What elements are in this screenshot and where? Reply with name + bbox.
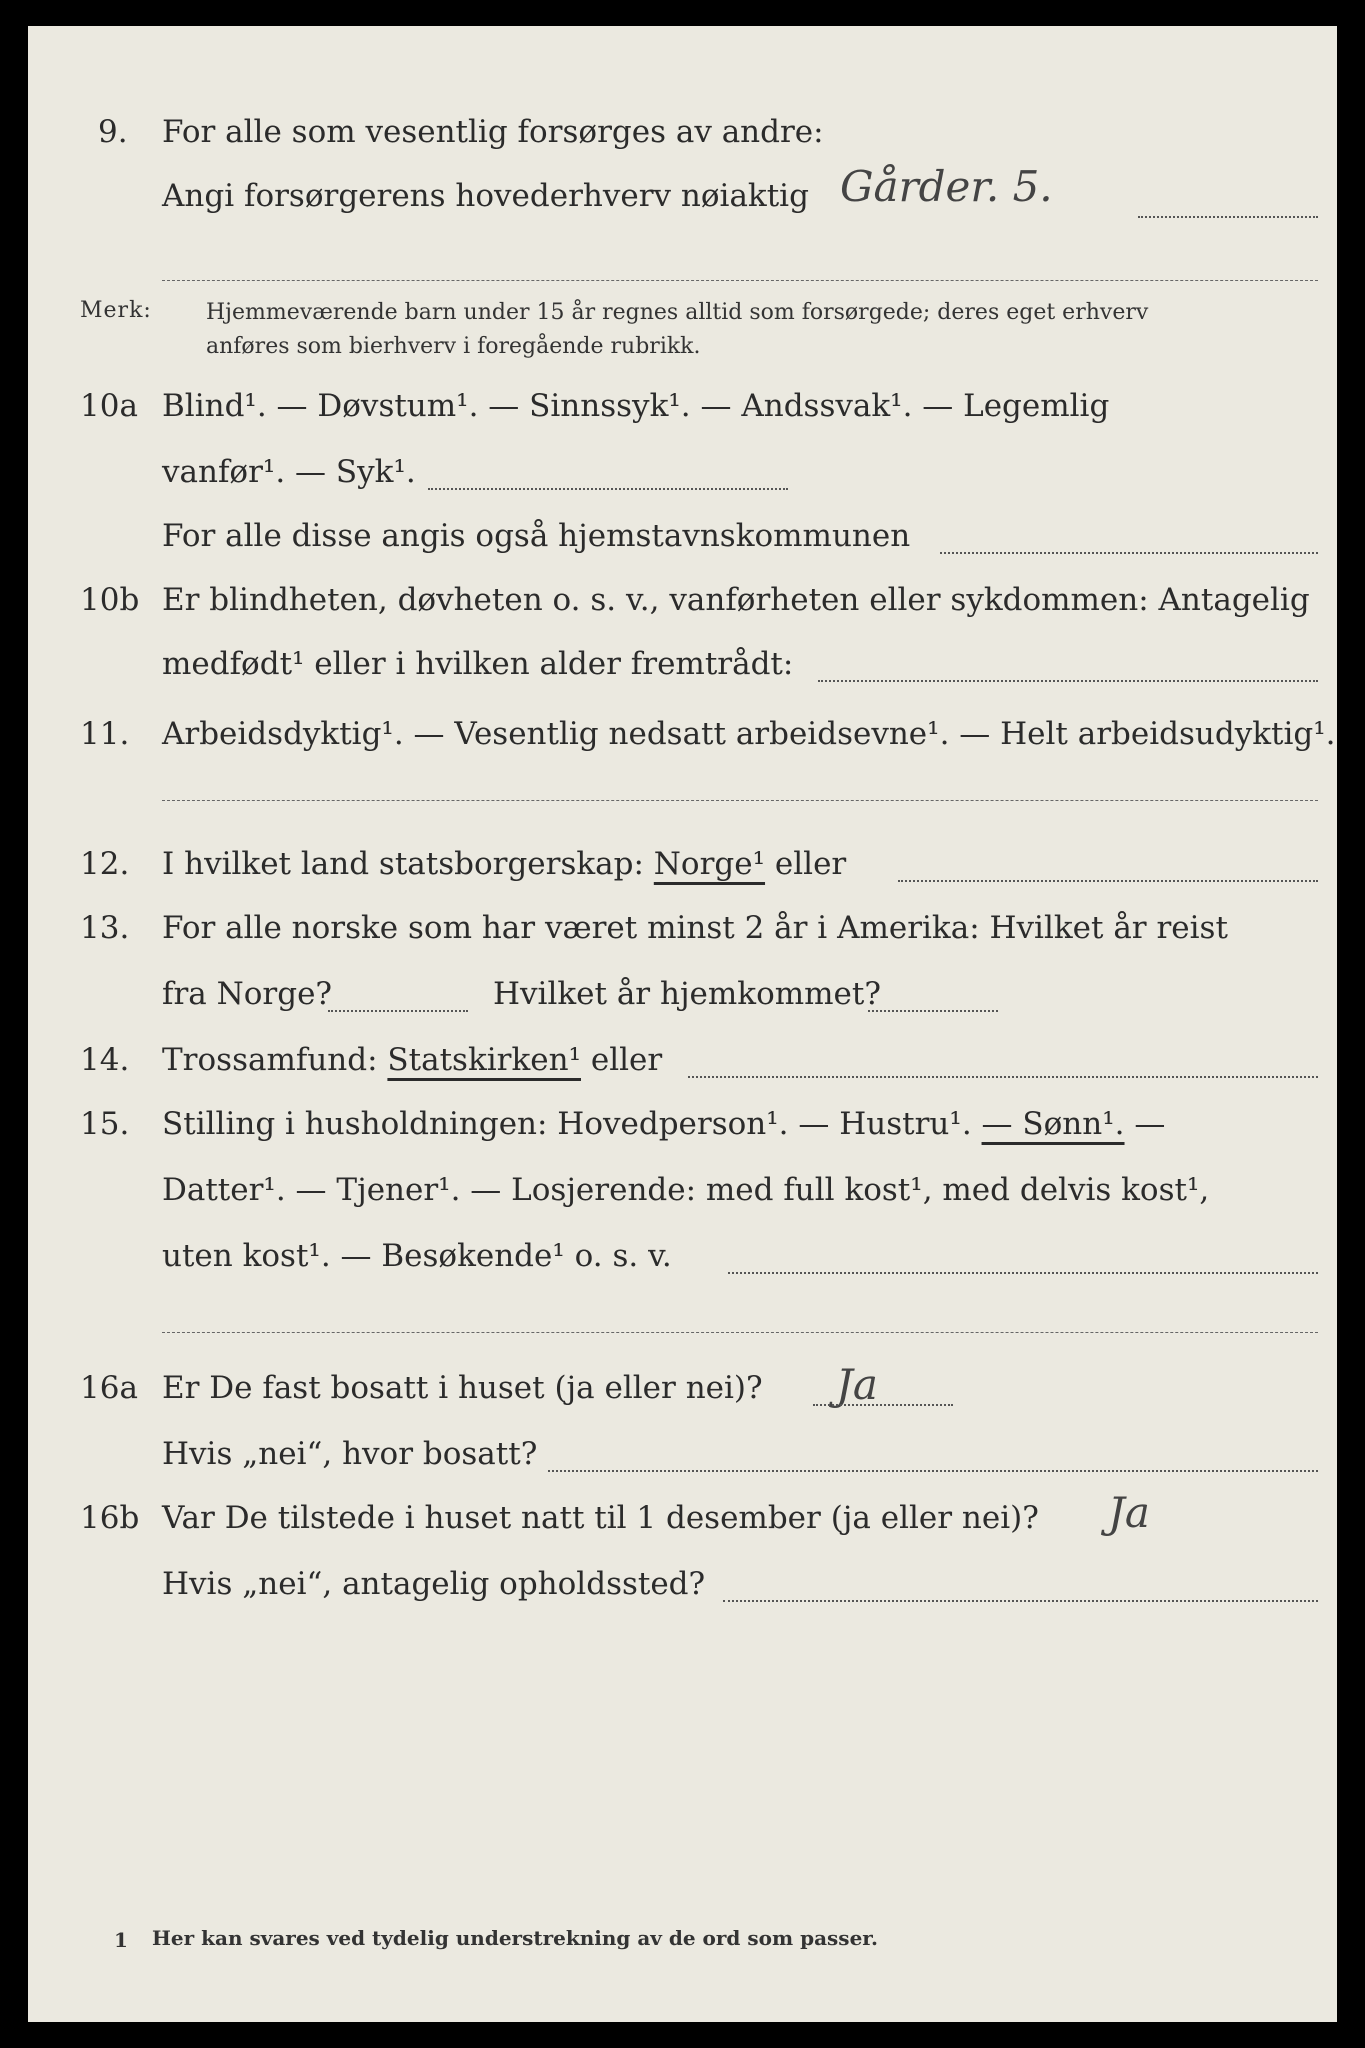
question-16a-line2: Hvis „nei“, hvor bosatt? xyxy=(162,1436,538,1472)
question-15-second-answer-line xyxy=(162,1332,1318,1333)
question-10a-kommune-answer-line xyxy=(940,552,1318,554)
question-15-number: 15. xyxy=(80,1106,130,1142)
question-9-second-answer-line xyxy=(162,280,1318,281)
question-14-prefix: Trossamfund: xyxy=(162,1042,378,1078)
question-12-line xyxy=(162,846,846,882)
question-13-line1: For alle norske som har været minst 2 år i Amerika: Hvilket år reist xyxy=(162,910,1228,946)
question-15-underlined-answer: — Sønn¹. xyxy=(981,1106,1125,1142)
question-15-line1c: — xyxy=(1134,1106,1166,1142)
question-10a-line1: Blind¹. — Døvstum¹. — Sinnssyk¹. — Andssvak¹. — Legemlig xyxy=(162,388,1110,424)
merk-line2: anføres som bierhverv i foregående rubrikk. xyxy=(206,334,701,359)
census-form-page xyxy=(28,26,1337,2022)
question-15-line2: Datter¹. — Tjener¹. — Losjerende: med full kost¹, med delvis kost¹, xyxy=(162,1172,1210,1208)
question-11-line1: Arbeidsdyktig¹. — Vesentlig nedsatt arbeidsevne¹. — Helt arbeidsudyktig¹. xyxy=(162,716,1336,752)
question-14-suffix: eller xyxy=(590,1042,663,1078)
question-14-underlined-answer: Statskirken¹ xyxy=(387,1042,581,1078)
question-14-line xyxy=(162,1042,662,1078)
question-13-hjemkommet-answer-line xyxy=(868,1010,998,1012)
footnote-text: Her kan svares ved tydelig understrekning av de ord som passer. xyxy=(152,1926,878,1950)
merk-line1: Hjemmeværende barn under 15 år regnes alltid som forsørgede; deres eget erhverv xyxy=(206,300,1149,325)
question-10b-number: 10b xyxy=(80,582,140,618)
question-16b-line2: Hvis „nei“, antagelig opholdssted? xyxy=(162,1566,706,1602)
question-10b-answer-line xyxy=(818,680,1318,682)
question-10a-line3: For alle disse angis også hjemstavnskommunen xyxy=(162,518,911,554)
question-16a-bosatt-answer-line xyxy=(548,1470,1318,1472)
question-13-line2b: Hvilket år hjemkommet? xyxy=(493,976,881,1012)
question-12-number: 12. xyxy=(80,846,130,882)
question-11-answer-line xyxy=(162,800,1318,801)
question-10a-line2: vanfør¹. — Syk¹. xyxy=(162,454,416,490)
question-9-handwritten-answer: Gårder. 5. xyxy=(840,162,1053,211)
question-13-number: 13. xyxy=(80,910,130,946)
question-16a-handwritten-answer: Ja xyxy=(836,1360,878,1409)
question-9-line1: For alle som vesentlig forsørges av andre: xyxy=(162,114,824,150)
question-14-number: 14. xyxy=(80,1042,130,1078)
question-16a-answer-line xyxy=(813,1404,953,1406)
question-12-answer-line xyxy=(898,880,1318,882)
question-10b-line1: Er blindheten, døvheten o. s. v., vanførheten eller sykdommen: Antagelig xyxy=(162,582,1310,618)
question-9-answer-line xyxy=(1138,216,1318,218)
footnote-mark: 1 xyxy=(114,1928,128,1952)
question-10a-number: 10a xyxy=(80,388,138,424)
question-16b-number: 16b xyxy=(80,1500,140,1536)
question-13-line2a: fra Norge? xyxy=(162,976,333,1012)
question-14-answer-line xyxy=(688,1076,1318,1078)
question-11-number: 11. xyxy=(80,716,130,752)
question-9-number: 9. xyxy=(98,114,128,150)
question-16b-line1: Var De tilstede i huset natt til 1 desember (ja eller nei)? xyxy=(162,1500,1039,1536)
question-15-line1a: Stilling i husholdningen: Hovedperson¹. — Hustru¹. xyxy=(162,1106,972,1142)
question-15-line1 xyxy=(162,1106,1165,1142)
question-16a-line1: Er De fast bosatt i huset (ja eller nei)? xyxy=(162,1370,763,1406)
question-16a-number: 16a xyxy=(80,1370,138,1406)
merk-label: Merk: xyxy=(80,298,152,323)
question-13-reist-answer-line xyxy=(328,1010,468,1012)
question-12-underlined-answer: Norge¹ xyxy=(653,846,766,882)
question-12-prefix: I hvilket land statsborgerskap: xyxy=(162,846,644,882)
question-15-line3: uten kost¹. — Besøkende¹ o. s. v. xyxy=(162,1238,672,1274)
question-16b-answer-line xyxy=(723,1600,1318,1602)
question-16b-handwritten-answer: Ja xyxy=(1108,1488,1150,1537)
question-12-suffix: eller xyxy=(774,846,847,882)
question-10b-line2: medfødt¹ eller i hvilken alder fremtrådt: xyxy=(162,646,794,682)
question-10a-syk-answer-line xyxy=(428,488,788,490)
question-15-answer-line xyxy=(728,1272,1318,1274)
question-9-line2: Angi forsørgerens hovederhverv nøiaktig xyxy=(162,178,809,214)
